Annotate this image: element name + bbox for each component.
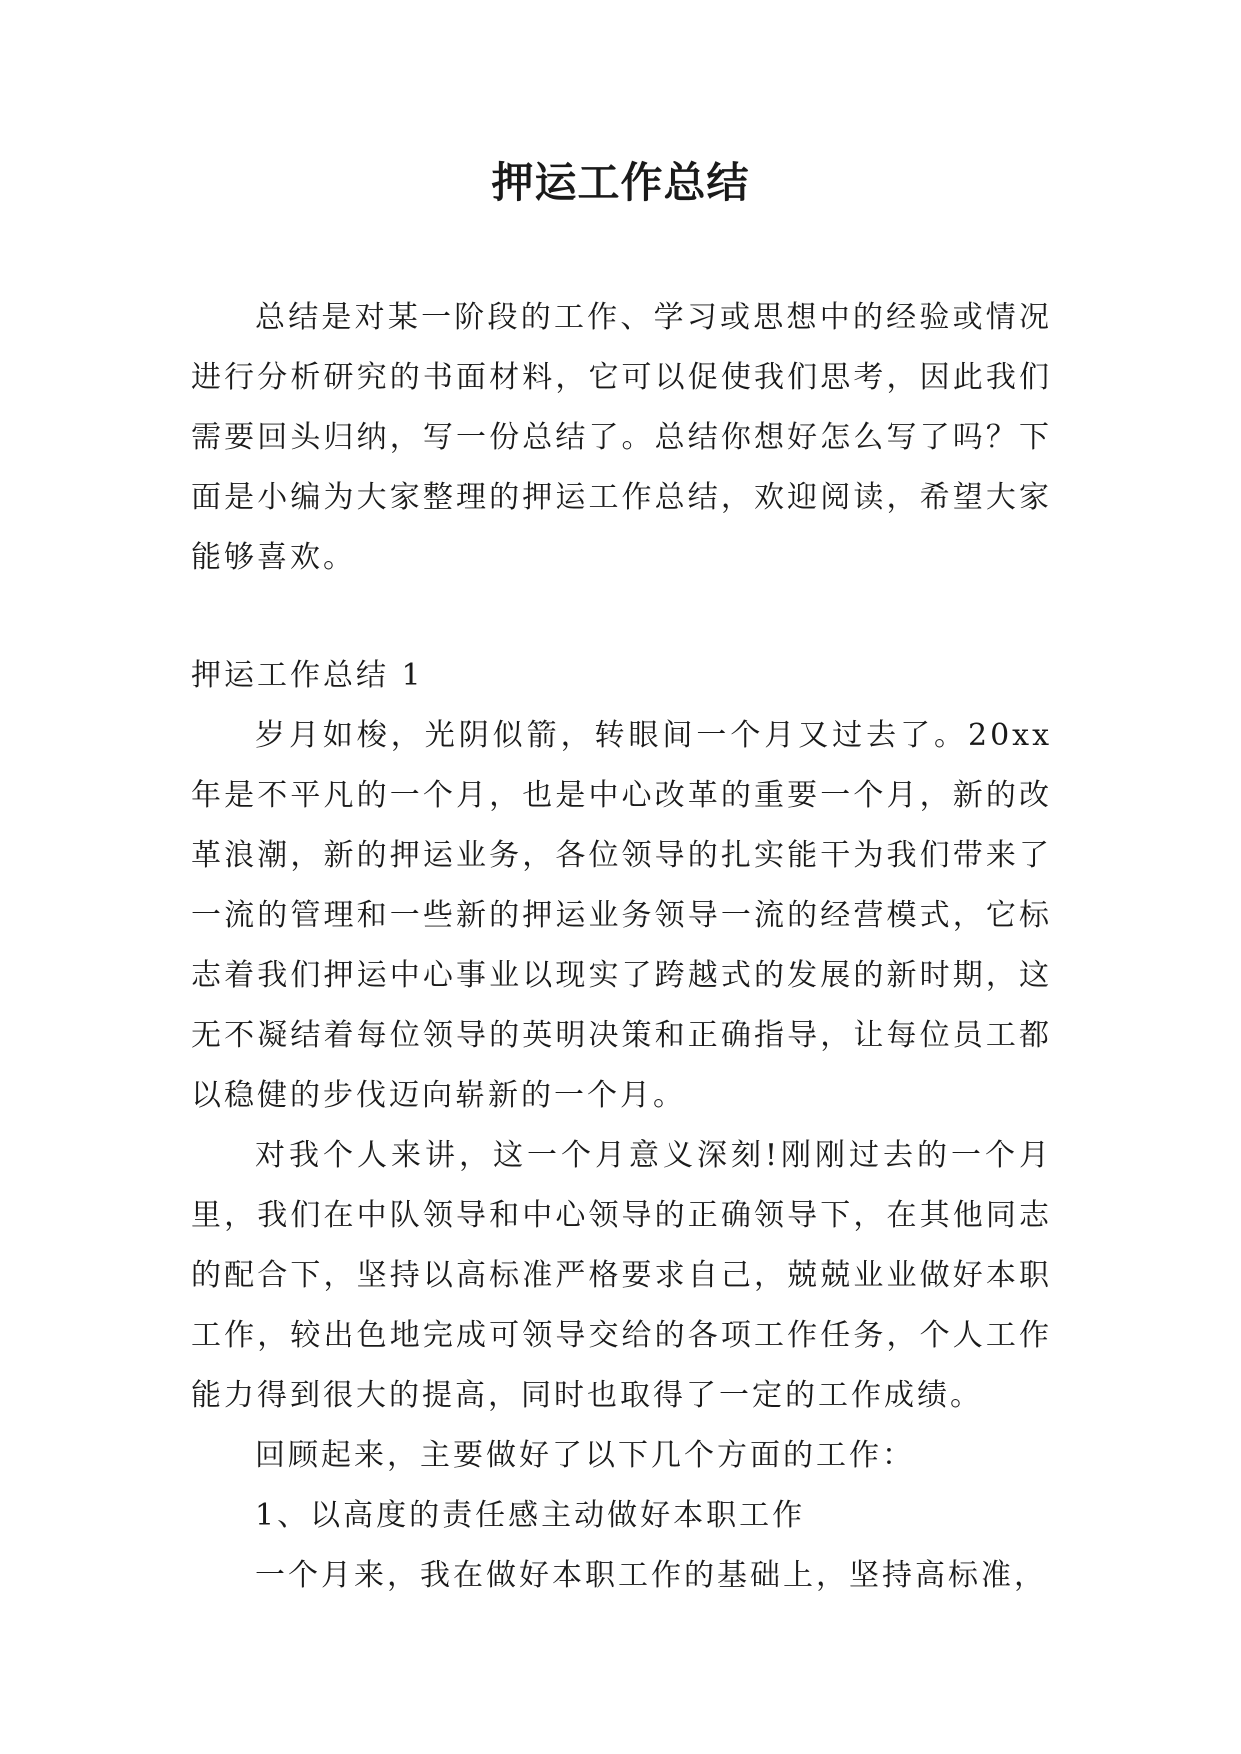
body-paragraph: 回顾起来，主要做好了以下几个方面的工作： — [255, 1438, 915, 1473]
document-body — [191, 288, 1052, 1606]
body-paragraph: 对我个人来讲，这一个月意义深刻!刚刚过去的一个月里，我们在中队领导和中心领导的正确领导下，在其他同志的配合下，坚持以高标准严格要求自己，兢兢业业做好本职工作，较出色地完成可领导交给的各项工作任务，个人工作能力得到很大的提高，同时也取得了一定的工作成绩。 — [191, 1138, 1052, 1413]
section-heading: 押运工作总结 1 — [191, 658, 424, 693]
body-paragraph: 岁月如梭，光阴似箭，转眼间一个月又过去了。20xx 年是不平凡的一个月，也是中心改革的重要一个月，新的改革浪潮，新的押运业务，各位领导的扎实能干为我们带来了一流的管理和一些新的押运业务领导一流的经营模式，它标志着我们押运中心事业以现实了跨越式的发展的新时期，这无不凝结着每位领导的英明决策和正确指导，让每位员工都以稳健的步伐迈向崭新的一个月。 — [191, 718, 1052, 1113]
body-paragraph: 一个月来，我在做好本职工作的基础上，坚持高标准， — [255, 1558, 1047, 1593]
intro-paragraph: 总结是对某一阶段的工作、学习或思想中的经验或情况进行分析研究的书面材料，它可以促使我们思考，因此我们需要回头归纳，写一份总结了。总结你想好怎么写了吗？下面是小编为大家整理的押运工作总结，欢迎阅读，希望大家能够喜欢。 — [191, 300, 1052, 575]
numbered-heading: 1、以高度的责任感主动做好本职工作 — [255, 1498, 806, 1533]
document-title: 押运工作总结 — [491, 158, 750, 207]
